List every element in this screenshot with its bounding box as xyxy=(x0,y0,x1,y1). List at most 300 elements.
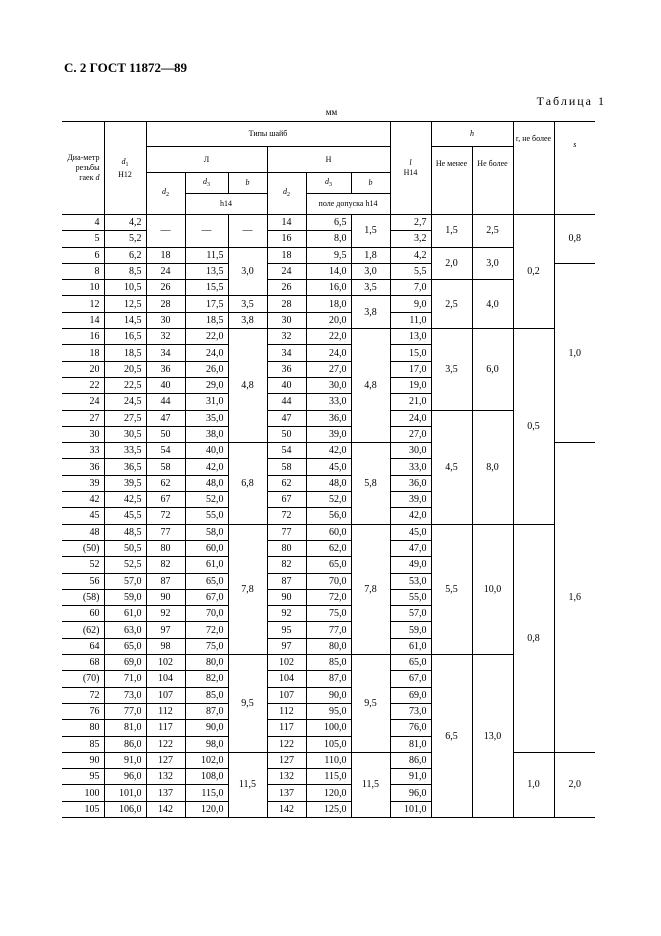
cell-d2-N: 137 xyxy=(267,785,306,801)
cell-d2-N: 50 xyxy=(267,426,306,442)
cell-h-max: 8,0 xyxy=(472,410,513,524)
cell-d1: 33,5 xyxy=(104,443,146,459)
cell-d3-N: 65,0 xyxy=(306,557,351,573)
cell-d3-L: 38,0 xyxy=(185,426,228,442)
cell-d1: 12,5 xyxy=(104,296,146,312)
cell-d3-L: 15,5 xyxy=(185,280,228,296)
cell-d2-L: 127 xyxy=(146,752,185,768)
cell-d1: 22,5 xyxy=(104,377,146,393)
cell-d3-N: 20,0 xyxy=(306,312,351,328)
cell-d1: 4,2 xyxy=(104,215,146,231)
cell-d3-N: 110,0 xyxy=(306,752,351,768)
cell-b-N: 5,8 xyxy=(351,443,390,524)
cell-d3-N: 95,0 xyxy=(306,703,351,719)
cell-d3-L: 11,5 xyxy=(185,247,228,263)
cell-b-L: 3,5 xyxy=(228,296,267,312)
cell-d: 80 xyxy=(62,720,104,736)
cell-d3-N: 125,0 xyxy=(306,801,351,817)
cell-d1: 86,0 xyxy=(104,736,146,752)
cell-d2-L: 47 xyxy=(146,410,185,426)
header-b-L: b xyxy=(228,173,267,194)
cell-d3-N: 36,0 xyxy=(306,410,351,426)
cell-d2-L: 92 xyxy=(146,606,185,622)
cell-l: 19,0 xyxy=(390,377,431,393)
cell-d3-L: 82,0 xyxy=(185,671,228,687)
cell-d2-L: 72 xyxy=(146,508,185,524)
cell-d1: 5,2 xyxy=(104,231,146,247)
cell-d2-N: 80 xyxy=(267,540,306,556)
cell-d3-N: 52,0 xyxy=(306,492,351,508)
cell-d3-L: 115,0 xyxy=(185,785,228,801)
cell-d: 36 xyxy=(62,459,104,475)
cell-d2-L: 50 xyxy=(146,426,185,442)
cell-d2-L: 26 xyxy=(146,280,185,296)
cell-l: 53,0 xyxy=(390,573,431,589)
cell-d2-L: 97 xyxy=(146,622,185,638)
cell-d2-N: 26 xyxy=(267,280,306,296)
cell-d3-L: 22,0 xyxy=(185,329,228,345)
cell-d2-N: 82 xyxy=(267,557,306,573)
cell-d2-N: 62 xyxy=(267,475,306,491)
cell-b-N: 3,5 xyxy=(351,280,390,296)
cell-d3-N: 120,0 xyxy=(306,785,351,801)
cell-l: 67,0 xyxy=(390,671,431,687)
cell-d3-N: 39,0 xyxy=(306,426,351,442)
cell-d2-L: 117 xyxy=(146,720,185,736)
cell-l: 5,5 xyxy=(390,263,431,279)
cell-d1: 18,5 xyxy=(104,345,146,361)
header-s: s xyxy=(554,122,595,215)
cell-d3-N: 33,0 xyxy=(306,394,351,410)
cell-d3-N: 115,0 xyxy=(306,769,351,785)
header-l: l H14 xyxy=(390,122,431,215)
table-body xyxy=(62,215,595,818)
cell-d2-N: 67 xyxy=(267,492,306,508)
cell-l: 45,0 xyxy=(390,524,431,540)
cell-d: (50) xyxy=(62,540,104,556)
cell-d2-L: 28 xyxy=(146,296,185,312)
cell-d2-N: 28 xyxy=(267,296,306,312)
cell-d2-N: 112 xyxy=(267,703,306,719)
cell-d3-N: 105,0 xyxy=(306,736,351,752)
cell-d2-N: 54 xyxy=(267,443,306,459)
cell-h-max: 13,0 xyxy=(472,655,513,818)
cell-d2-N: 104 xyxy=(267,671,306,687)
cell-d: 10 xyxy=(62,280,104,296)
cell-d2-L: 58 xyxy=(146,459,185,475)
cell-l: 55,0 xyxy=(390,589,431,605)
cell-d: 20 xyxy=(62,361,104,377)
table-row xyxy=(62,215,595,231)
cell-d3-N: 45,0 xyxy=(306,459,351,475)
cell-d3-N: 90,0 xyxy=(306,687,351,703)
cell-d3-L: 80,0 xyxy=(185,655,228,671)
cell-d2-N: 97 xyxy=(267,638,306,654)
cell-d3-L: 70,0 xyxy=(185,606,228,622)
cell-d3-N: 6,5 xyxy=(306,215,351,231)
cell-d2-N: 14 xyxy=(267,215,306,231)
table-row xyxy=(62,752,595,768)
cell-d: 90 xyxy=(62,752,104,768)
cell-d: (58) xyxy=(62,589,104,605)
header-h: h xyxy=(431,122,513,147)
cell-d3-N: 56,0 xyxy=(306,508,351,524)
cell-d1: 59,0 xyxy=(104,589,146,605)
cell-d1: 48,5 xyxy=(104,524,146,540)
cell-r: 1,0 xyxy=(513,752,554,817)
cell-l: 13,0 xyxy=(390,329,431,345)
cell-l: 61,0 xyxy=(390,638,431,654)
cell-r: 0,8 xyxy=(513,524,554,752)
cell-d3-L: 24,0 xyxy=(185,345,228,361)
cell-b-N: 1,5 xyxy=(351,215,390,248)
cell-d2-L: 122 xyxy=(146,736,185,752)
cell-l: 39,0 xyxy=(390,492,431,508)
cell-h-min: 4,5 xyxy=(431,410,472,524)
cell-d2-L: 67 xyxy=(146,492,185,508)
cell-l: 76,0 xyxy=(390,720,431,736)
cell-d3-L: 29,0 xyxy=(185,377,228,393)
cell-d3-N: 87,0 xyxy=(306,671,351,687)
cell-d3-L: 67,0 xyxy=(185,589,228,605)
cell-d2-L: 112 xyxy=(146,703,185,719)
header-tol-L: h14 xyxy=(185,194,267,215)
cell-d1: 69,0 xyxy=(104,655,146,671)
cell-d1: 96,0 xyxy=(104,769,146,785)
cell-d3-N: 85,0 xyxy=(306,655,351,671)
cell-d: 27 xyxy=(62,410,104,426)
header-washer-types: Типы шайб xyxy=(146,122,390,147)
cell-l: 17,0 xyxy=(390,361,431,377)
cell-d3-N: 62,0 xyxy=(306,540,351,556)
cell-d2-N: 58 xyxy=(267,459,306,475)
cell-d: 42 xyxy=(62,492,104,508)
cell-d3-L: 18,5 xyxy=(185,312,228,328)
cell-d3-L: 98,0 xyxy=(185,736,228,752)
cell-s: 0,8 xyxy=(554,215,595,264)
cell-d: 5 xyxy=(62,231,104,247)
cell-d3-L: 85,0 xyxy=(185,687,228,703)
cell-l: 21,0 xyxy=(390,394,431,410)
cell-l: 36,0 xyxy=(390,475,431,491)
cell-l: 24,0 xyxy=(390,410,431,426)
cell-h-min: 5,5 xyxy=(431,524,472,654)
cell-b-L: 4,8 xyxy=(228,329,267,443)
cell-l: 27,0 xyxy=(390,426,431,442)
cell-l: 69,0 xyxy=(390,687,431,703)
cell-d2-L: 107 xyxy=(146,687,185,703)
cell-d1: 73,0 xyxy=(104,687,146,703)
cell-d1: 106,0 xyxy=(104,801,146,817)
cell-d2-L: 77 xyxy=(146,524,185,540)
cell-d3-L: 55,0 xyxy=(185,508,228,524)
cell-d1: 45,5 xyxy=(104,508,146,524)
cell-d1: 63,0 xyxy=(104,622,146,638)
cell-d3-L: 87,0 xyxy=(185,703,228,719)
cell-l: 101,0 xyxy=(390,801,431,817)
cell-d: 56 xyxy=(62,573,104,589)
cell-d3-N: 22,0 xyxy=(306,329,351,345)
cell-h-min: 2,5 xyxy=(431,280,472,329)
cell-d1: 101,0 xyxy=(104,785,146,801)
cell-d2-L: 132 xyxy=(146,769,185,785)
cell-d2-N: 127 xyxy=(267,752,306,768)
dimensions-table xyxy=(62,121,595,818)
cell-b-L: — xyxy=(228,215,267,248)
cell-d2-L: 87 xyxy=(146,573,185,589)
cell-d: (62) xyxy=(62,622,104,638)
cell-d2-N: 44 xyxy=(267,394,306,410)
cell-l: 2,7 xyxy=(390,215,431,231)
cell-l: 4,2 xyxy=(390,247,431,263)
cell-b-N: 4,8 xyxy=(351,329,390,443)
cell-r: 0,2 xyxy=(513,215,554,329)
cell-d3-L: 13,5 xyxy=(185,263,228,279)
cell-b-L: 3,0 xyxy=(228,247,267,296)
cell-d1: 27,5 xyxy=(104,410,146,426)
cell-d3-L: 42,0 xyxy=(185,459,228,475)
cell-b-L: 7,8 xyxy=(228,524,267,654)
cell-d: 39 xyxy=(62,475,104,491)
cell-d3-L: 61,0 xyxy=(185,557,228,573)
cell-d: 52 xyxy=(62,557,104,573)
cell-d3-N: 72,0 xyxy=(306,589,351,605)
cell-l: 3,2 xyxy=(390,231,431,247)
cell-d1: 30,5 xyxy=(104,426,146,442)
cell-d2-L: 36 xyxy=(146,361,185,377)
cell-d1: 91,0 xyxy=(104,752,146,768)
cell-d2-L: 104 xyxy=(146,671,185,687)
cell-h-max: 3,0 xyxy=(472,247,513,280)
cell-h-min: 6,5 xyxy=(431,655,472,818)
cell-d: 85 xyxy=(62,736,104,752)
header-d2-L: $d_2$ xyxy=(146,173,185,215)
cell-d2-N: 92 xyxy=(267,606,306,622)
cell-b-N: 3,0 xyxy=(351,263,390,279)
cell-d2-L: 137 xyxy=(146,785,185,801)
cell-b-N: 3,8 xyxy=(351,296,390,329)
cell-d2-N: 87 xyxy=(267,573,306,589)
cell-d2-N: 117 xyxy=(267,720,306,736)
units-label: мм xyxy=(325,107,338,117)
cell-d2-L: — xyxy=(146,215,185,248)
cell-h-min: 3,5 xyxy=(431,329,472,410)
page-header: С. 2 ГОСТ 11872—89 xyxy=(64,60,187,75)
cell-b-L: 9,5 xyxy=(228,655,267,753)
cell-d3-L: 108,0 xyxy=(185,769,228,785)
cell-d2-L: 62 xyxy=(146,475,185,491)
header-d3-N: $d_3$ xyxy=(306,173,351,194)
cell-l: 7,0 xyxy=(390,280,431,296)
cell-d2-N: 18 xyxy=(267,247,306,263)
cell-d2-N: 34 xyxy=(267,345,306,361)
cell-h-max: 6,0 xyxy=(472,329,513,410)
cell-d3-N: 80,0 xyxy=(306,638,351,654)
cell-d3-N: 48,0 xyxy=(306,475,351,491)
cell-d: 16 xyxy=(62,329,104,345)
cell-d2-L: 18 xyxy=(146,247,185,263)
cell-l: 15,0 xyxy=(390,345,431,361)
cell-d1: 71,0 xyxy=(104,671,146,687)
cell-d3-L: 60,0 xyxy=(185,540,228,556)
cell-d2-L: 30 xyxy=(146,312,185,328)
cell-d: 8 xyxy=(62,263,104,279)
cell-d1: 36,5 xyxy=(104,459,146,475)
cell-d1: 20,5 xyxy=(104,361,146,377)
table-row xyxy=(62,524,595,540)
cell-d2-N: 132 xyxy=(267,769,306,785)
cell-d3-L: 35,0 xyxy=(185,410,228,426)
cell-d: 95 xyxy=(62,769,104,785)
header-d3-L: $d_3$ xyxy=(185,173,228,194)
cell-d3-L: 90,0 xyxy=(185,720,228,736)
cell-d3-N: 9,5 xyxy=(306,247,351,263)
cell-l: 65,0 xyxy=(390,655,431,671)
cell-l: 81,0 xyxy=(390,736,431,752)
cell-d: 6 xyxy=(62,247,104,263)
cell-d2-N: 24 xyxy=(267,263,306,279)
cell-d3-L: — xyxy=(185,215,228,248)
cell-d3-L: 102,0 xyxy=(185,752,228,768)
cell-d3-L: 52,0 xyxy=(185,492,228,508)
cell-d3-N: 8,0 xyxy=(306,231,351,247)
cell-d2-N: 77 xyxy=(267,524,306,540)
cell-d3-N: 100,0 xyxy=(306,720,351,736)
cell-d3-L: 58,0 xyxy=(185,524,228,540)
cell-d1: 39,5 xyxy=(104,475,146,491)
table-caption: Таблица 1 xyxy=(536,94,606,108)
cell-l: 11,0 xyxy=(390,312,431,328)
cell-d1: 61,0 xyxy=(104,606,146,622)
cell-d2-L: 24 xyxy=(146,263,185,279)
cell-d3-N: 30,0 xyxy=(306,377,351,393)
cell-d: 64 xyxy=(62,638,104,654)
cell-d3-L: 72,0 xyxy=(185,622,228,638)
cell-r: 0,5 xyxy=(513,329,554,525)
cell-d1: 16,5 xyxy=(104,329,146,345)
cell-d2-N: 107 xyxy=(267,687,306,703)
cell-d: 30 xyxy=(62,426,104,442)
header-type-L: Л xyxy=(146,147,267,173)
cell-b-N: 1,8 xyxy=(351,247,390,263)
table-row xyxy=(62,329,595,345)
cell-d2-L: 80 xyxy=(146,540,185,556)
cell-d1: 10,5 xyxy=(104,280,146,296)
cell-d: 68 xyxy=(62,655,104,671)
cell-d3-N: 70,0 xyxy=(306,573,351,589)
cell-d2-L: 44 xyxy=(146,394,185,410)
cell-d: 22 xyxy=(62,377,104,393)
header-d2-N: $d_2$ xyxy=(267,173,306,215)
cell-d3-N: 14,0 xyxy=(306,263,351,279)
cell-d3-L: 17,5 xyxy=(185,296,228,312)
cell-d1: 65,0 xyxy=(104,638,146,654)
cell-h-min: 1,5 xyxy=(431,215,472,248)
header-h-max: Не более xyxy=(472,147,513,215)
cell-d3-N: 77,0 xyxy=(306,622,351,638)
cell-d3-L: 40,0 xyxy=(185,443,228,459)
cell-d2-N: 47 xyxy=(267,410,306,426)
cell-d3-L: 120,0 xyxy=(185,801,228,817)
cell-d: 14 xyxy=(62,312,104,328)
cell-h-max: 2,5 xyxy=(472,215,513,248)
cell-l: 47,0 xyxy=(390,540,431,556)
cell-d2-N: 16 xyxy=(267,231,306,247)
cell-d3-N: 42,0 xyxy=(306,443,351,459)
cell-d1: 24,5 xyxy=(104,394,146,410)
cell-h-max: 10,0 xyxy=(472,524,513,654)
cell-d1: 52,5 xyxy=(104,557,146,573)
cell-d: 4 xyxy=(62,215,104,231)
cell-d3-N: 18,0 xyxy=(306,296,351,312)
cell-l: 91,0 xyxy=(390,769,431,785)
cell-d3-N: 16,0 xyxy=(306,280,351,296)
cell-d3-L: 26,0 xyxy=(185,361,228,377)
cell-d: 60 xyxy=(62,606,104,622)
cell-d1: 77,0 xyxy=(104,703,146,719)
cell-d2-L: 98 xyxy=(146,638,185,654)
cell-d2-L: 34 xyxy=(146,345,185,361)
cell-d1: 8,5 xyxy=(104,263,146,279)
cell-b-N: 9,5 xyxy=(351,655,390,753)
cell-h-min: 2,0 xyxy=(431,247,472,280)
cell-d3-N: 60,0 xyxy=(306,524,351,540)
cell-d3-L: 48,0 xyxy=(185,475,228,491)
cell-b-L: 6,8 xyxy=(228,443,267,524)
cell-d3-L: 31,0 xyxy=(185,394,228,410)
cell-d2-L: 54 xyxy=(146,443,185,459)
cell-d2-L: 102 xyxy=(146,655,185,671)
cell-d3-N: 75,0 xyxy=(306,606,351,622)
cell-l: 49,0 xyxy=(390,557,431,573)
cell-l: 59,0 xyxy=(390,622,431,638)
cell-d: 76 xyxy=(62,703,104,719)
cell-d: 105 xyxy=(62,801,104,817)
cell-d1: 14,5 xyxy=(104,312,146,328)
cell-d2-N: 90 xyxy=(267,589,306,605)
cell-s: 1,6 xyxy=(554,443,595,753)
cell-d1: 50,5 xyxy=(104,540,146,556)
cell-d2-N: 40 xyxy=(267,377,306,393)
cell-b-L: 11,5 xyxy=(228,752,267,817)
cell-d2-L: 32 xyxy=(146,329,185,345)
cell-l: 86,0 xyxy=(390,752,431,768)
cell-s: 1,0 xyxy=(554,263,595,442)
cell-d3-N: 24,0 xyxy=(306,345,351,361)
cell-d: 48 xyxy=(62,524,104,540)
cell-l: 57,0 xyxy=(390,606,431,622)
header-r: r, не более xyxy=(513,122,554,215)
header-h-min: Не менее xyxy=(431,147,472,215)
cell-d: 18 xyxy=(62,345,104,361)
cell-l: 42,0 xyxy=(390,508,431,524)
header-type-N: Н xyxy=(267,147,390,173)
cell-d2-N: 122 xyxy=(267,736,306,752)
cell-l: 9,0 xyxy=(390,296,431,312)
cell-d: 45 xyxy=(62,508,104,524)
cell-b-N: 7,8 xyxy=(351,524,390,654)
cell-d3-L: 65,0 xyxy=(185,573,228,589)
cell-h-max: 4,0 xyxy=(472,280,513,329)
cell-d: 33 xyxy=(62,443,104,459)
cell-d1: 6,2 xyxy=(104,247,146,263)
cell-d3-L: 75,0 xyxy=(185,638,228,654)
header-d1: $d_1$ H12 xyxy=(104,122,146,215)
cell-d: 24 xyxy=(62,394,104,410)
header-diameter: Диа-метр резьбы гаек d xyxy=(62,122,104,215)
cell-d2-N: 72 xyxy=(267,508,306,524)
cell-d2-N: 142 xyxy=(267,801,306,817)
